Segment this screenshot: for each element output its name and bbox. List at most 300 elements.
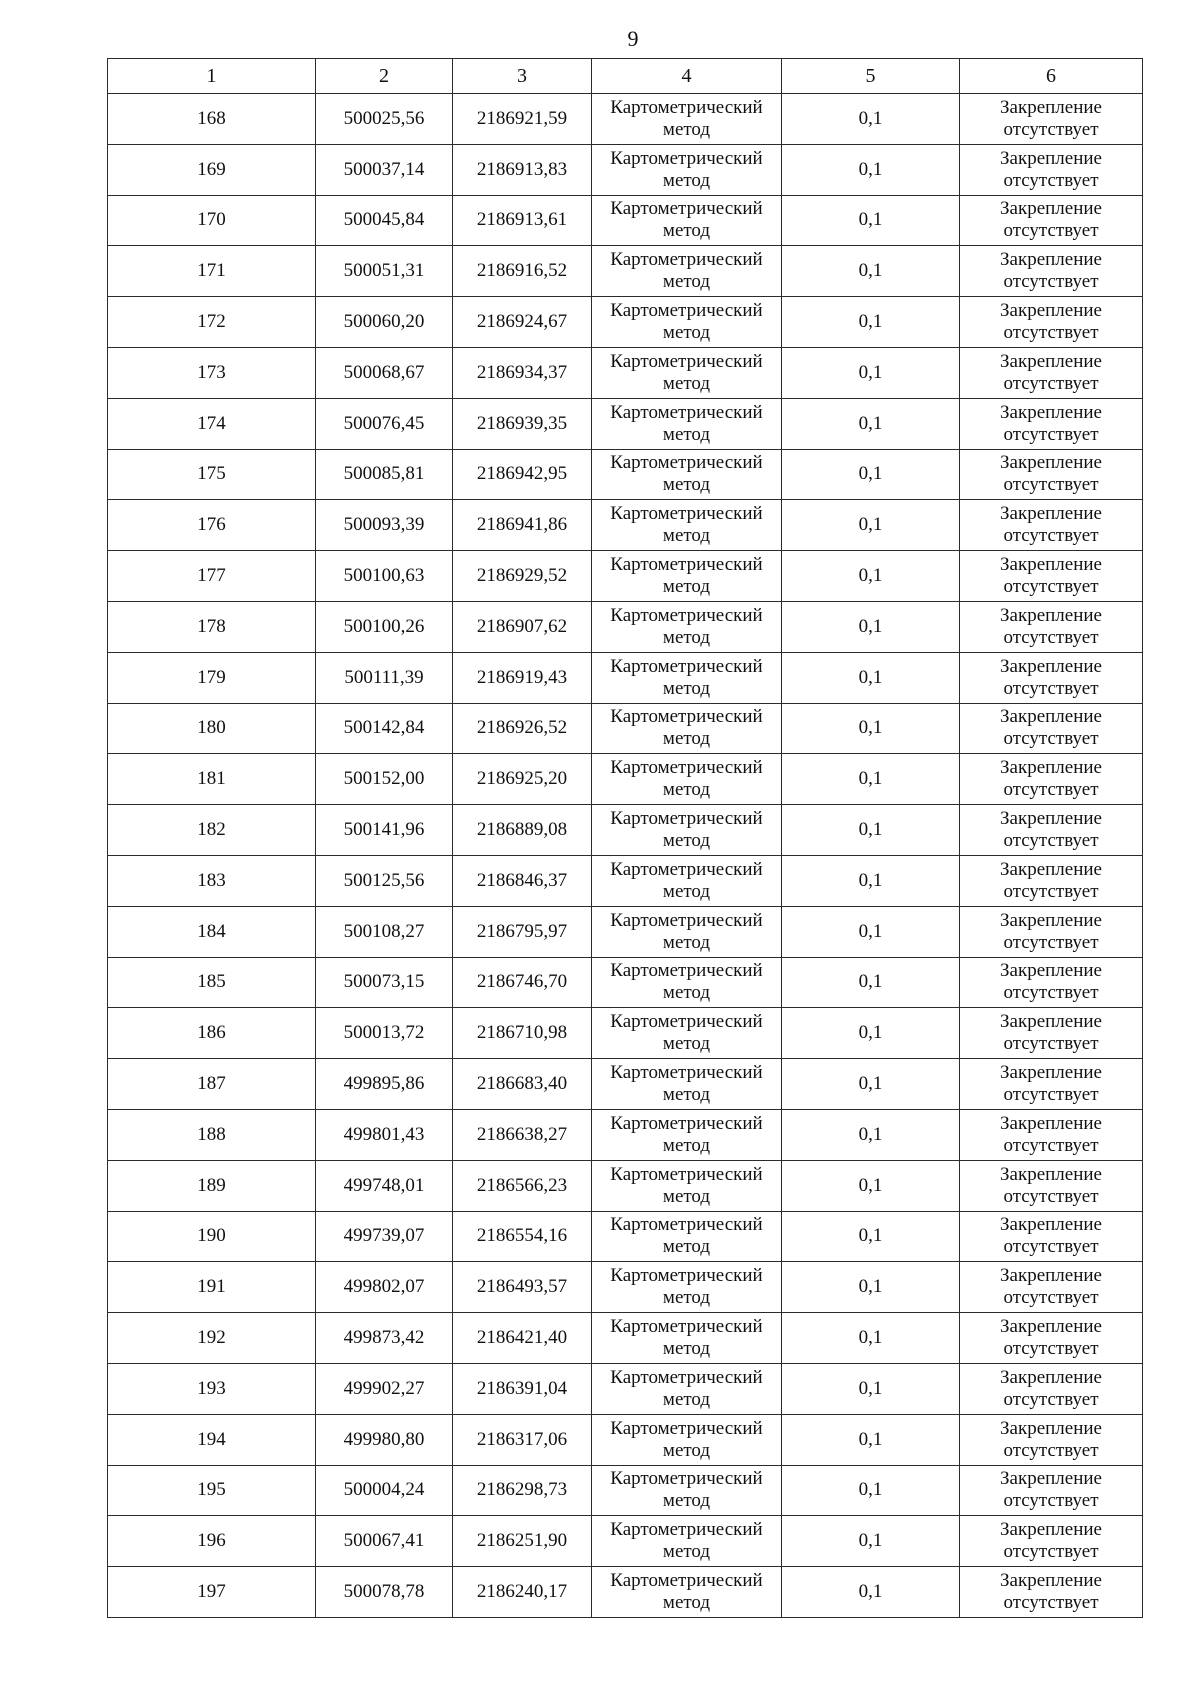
method-cell — [592, 398, 782, 449]
method-line-2: метод — [662, 1439, 711, 1461]
x-coordinate-cell: 500100,26 — [316, 601, 453, 652]
method-line-1: Картометрический — [610, 1112, 763, 1134]
method-cell — [592, 906, 782, 957]
y-coordinate-cell: 2186913,61 — [453, 195, 592, 246]
method-line-2: метод — [662, 118, 711, 140]
accuracy-cell: 0,1 — [782, 297, 960, 348]
point-number-cell: 182 — [108, 805, 316, 856]
y-coordinate-cell: 2186421,40 — [453, 1313, 592, 1364]
x-coordinate-cell: 499980,80 — [316, 1414, 453, 1465]
y-coordinate-cell: 2186638,27 — [453, 1109, 592, 1160]
method-cell — [592, 601, 782, 652]
accuracy-cell: 0,1 — [782, 246, 960, 297]
method-cell — [592, 1109, 782, 1160]
method-line-2: метод — [662, 220, 711, 242]
method-cell — [592, 1008, 782, 1059]
column-header: 3 — [453, 59, 592, 94]
fixation-line-1: Закрепление — [1000, 401, 1102, 423]
fixation-line-1: Закрепление — [1000, 1519, 1102, 1541]
fixation-line-1: Закрепление — [1000, 300, 1102, 322]
accuracy-cell: 0,1 — [782, 449, 960, 500]
y-coordinate-cell: 2186941,86 — [453, 500, 592, 551]
method-cell — [592, 1363, 782, 1414]
accuracy-cell: 0,1 — [782, 1313, 960, 1364]
x-coordinate-cell: 500108,27 — [316, 906, 453, 957]
column-header: 5 — [782, 59, 960, 94]
point-number-cell: 181 — [108, 754, 316, 805]
accuracy-cell: 0,1 — [782, 1211, 960, 1262]
table-row — [108, 957, 1143, 1008]
fixation-line-1: Закрепление — [1000, 1214, 1102, 1236]
method-cell — [592, 144, 782, 195]
method-cell — [592, 754, 782, 805]
fixation-cell — [960, 246, 1143, 297]
fixation-line-1: Закрепление — [1000, 706, 1102, 728]
accuracy-cell: 0,1 — [782, 652, 960, 703]
fixation-cell — [960, 1008, 1143, 1059]
accuracy-cell: 0,1 — [782, 1363, 960, 1414]
method-line-2: метод — [662, 1388, 711, 1410]
method-line-2: метод — [662, 271, 711, 293]
point-number-cell: 187 — [108, 1059, 316, 1110]
point-number-cell: 177 — [108, 551, 316, 602]
fixation-line-2: отсутствует — [1003, 1287, 1099, 1309]
method-line-1: Картометрический — [610, 401, 763, 423]
x-coordinate-cell: 499739,07 — [316, 1211, 453, 1262]
method-line-2: метод — [662, 1084, 711, 1106]
method-line-1: Картометрический — [610, 757, 763, 779]
y-coordinate-cell: 2186240,17 — [453, 1567, 592, 1618]
method-cell — [592, 449, 782, 500]
accuracy-cell: 0,1 — [782, 94, 960, 145]
fixation-cell — [960, 754, 1143, 805]
method-line-2: метод — [662, 474, 711, 496]
fixation-cell — [960, 500, 1143, 551]
method-line-2: метод — [662, 830, 711, 852]
method-line-2: метод — [662, 677, 711, 699]
point-number-cell: 169 — [108, 144, 316, 195]
method-cell — [592, 551, 782, 602]
point-number-cell: 197 — [108, 1567, 316, 1618]
fixation-line-2: отсутствует — [1003, 1134, 1099, 1156]
fixation-line-2: отсутствует — [1003, 1338, 1099, 1360]
y-coordinate-cell: 2186926,52 — [453, 703, 592, 754]
y-coordinate-cell: 2186710,98 — [453, 1008, 592, 1059]
point-number-cell: 192 — [108, 1313, 316, 1364]
method-line-1: Картометрический — [610, 1214, 763, 1236]
point-number-cell: 178 — [108, 601, 316, 652]
method-line-1: Картометрический — [610, 909, 763, 931]
x-coordinate-cell: 500085,81 — [316, 449, 453, 500]
fixation-line-2: отсутствует — [1003, 271, 1099, 293]
fixation-line-2: отсутствует — [1003, 728, 1099, 750]
fixation-line-2: отсутствует — [1003, 982, 1099, 1004]
fixation-line-1: Закрепление — [1000, 1265, 1102, 1287]
method-line-1: Картометрический — [610, 1163, 763, 1185]
accuracy-cell: 0,1 — [782, 1567, 960, 1618]
table-row — [108, 297, 1143, 348]
fixation-line-1: Закрепление — [1000, 808, 1102, 830]
table-header-row — [108, 59, 1143, 94]
point-number-cell: 196 — [108, 1516, 316, 1567]
method-cell — [592, 297, 782, 348]
fixation-line-1: Закрепление — [1000, 1112, 1102, 1134]
x-coordinate-cell: 500125,56 — [316, 855, 453, 906]
table-row — [108, 1414, 1143, 1465]
fixation-line-2: отсутствует — [1003, 474, 1099, 496]
method-line-2: метод — [662, 982, 711, 1004]
fixation-line-1: Закрепление — [1000, 1366, 1102, 1388]
y-coordinate-cell: 2186939,35 — [453, 398, 592, 449]
table-row — [108, 347, 1143, 398]
method-line-1: Картометрический — [610, 554, 763, 576]
point-number-cell: 189 — [108, 1160, 316, 1211]
point-number-cell: 191 — [108, 1262, 316, 1313]
table-row — [108, 94, 1143, 145]
y-coordinate-cell: 2186746,70 — [453, 957, 592, 1008]
table-row — [108, 652, 1143, 703]
fixation-line-2: отсутствует — [1003, 1388, 1099, 1410]
x-coordinate-cell: 500004,24 — [316, 1465, 453, 1516]
fixation-cell — [960, 703, 1143, 754]
x-coordinate-cell: 500045,84 — [316, 195, 453, 246]
column-header: 6 — [960, 59, 1143, 94]
y-coordinate-cell: 2186391,04 — [453, 1363, 592, 1414]
table-row — [108, 906, 1143, 957]
fixation-cell — [960, 906, 1143, 957]
fixation-line-1: Закрепление — [1000, 960, 1102, 982]
accuracy-cell: 0,1 — [782, 805, 960, 856]
fixation-cell — [960, 1363, 1143, 1414]
method-cell — [592, 652, 782, 703]
method-line-1: Картометрический — [610, 1417, 763, 1439]
method-line-2: метод — [662, 728, 711, 750]
method-line-2: метод — [662, 372, 711, 394]
x-coordinate-cell: 500037,14 — [316, 144, 453, 195]
table-row — [108, 449, 1143, 500]
method-line-2: метод — [662, 880, 711, 902]
method-line-2: метод — [662, 779, 711, 801]
y-coordinate-cell: 2186921,59 — [453, 94, 592, 145]
fixation-line-1: Закрепление — [1000, 604, 1102, 626]
x-coordinate-cell: 500142,84 — [316, 703, 453, 754]
method-line-2: метод — [662, 626, 711, 648]
method-line-1: Картометрический — [610, 452, 763, 474]
coordinates-table — [107, 58, 1143, 1618]
table-row — [108, 551, 1143, 602]
fixation-cell — [960, 1059, 1143, 1110]
x-coordinate-cell: 500152,00 — [316, 754, 453, 805]
fixation-line-2: отсутствует — [1003, 830, 1099, 852]
point-number-cell: 174 — [108, 398, 316, 449]
x-coordinate-cell: 500141,96 — [316, 805, 453, 856]
accuracy-cell: 0,1 — [782, 855, 960, 906]
method-line-1: Картометрический — [610, 1570, 763, 1591]
method-line-2: метод — [662, 931, 711, 953]
x-coordinate-cell: 500078,78 — [316, 1567, 453, 1618]
accuracy-cell: 0,1 — [782, 703, 960, 754]
y-coordinate-cell: 2186929,52 — [453, 551, 592, 602]
y-coordinate-cell: 2186934,37 — [453, 347, 592, 398]
x-coordinate-cell: 500013,72 — [316, 1008, 453, 1059]
fixation-line-2: отсутствует — [1003, 779, 1099, 801]
fixation-cell — [960, 449, 1143, 500]
method-line-2: метод — [662, 1541, 711, 1563]
fixation-cell — [960, 1313, 1143, 1364]
method-line-1: Картометрический — [610, 706, 763, 728]
fixation-cell — [960, 398, 1143, 449]
method-line-1: Картометрический — [610, 1519, 763, 1541]
fixation-line-2: отсутствует — [1003, 880, 1099, 902]
fixation-cell — [960, 805, 1143, 856]
method-line-1: Картометрический — [610, 249, 763, 271]
table-row — [108, 1109, 1143, 1160]
method-cell — [592, 500, 782, 551]
fixation-line-2: отсутствует — [1003, 1490, 1099, 1512]
fixation-line-2: отсутствует — [1003, 1084, 1099, 1106]
method-line-1: Картометрический — [610, 1316, 763, 1338]
method-cell — [592, 1465, 782, 1516]
accuracy-cell: 0,1 — [782, 906, 960, 957]
y-coordinate-cell: 2186298,73 — [453, 1465, 592, 1516]
fixation-line-2: отсутствует — [1003, 423, 1099, 445]
point-number-cell: 184 — [108, 906, 316, 957]
accuracy-cell: 0,1 — [782, 1008, 960, 1059]
fixation-line-2: отсутствует — [1003, 220, 1099, 242]
method-line-1: Картометрический — [610, 1011, 763, 1033]
method-cell — [592, 1059, 782, 1110]
page-number: 9 — [627, 26, 639, 51]
table-row — [108, 144, 1143, 195]
fixation-line-1: Закрепление — [1000, 757, 1102, 779]
fixation-line-1: Закрепление — [1000, 1062, 1102, 1084]
fixation-line-1: Закрепление — [1000, 198, 1102, 220]
method-cell — [592, 1160, 782, 1211]
accuracy-cell: 0,1 — [782, 398, 960, 449]
fixation-cell — [960, 195, 1143, 246]
y-coordinate-cell: 2186683,40 — [453, 1059, 592, 1110]
x-coordinate-cell: 500068,67 — [316, 347, 453, 398]
fixation-cell — [960, 1414, 1143, 1465]
method-line-1: Картометрический — [610, 1265, 763, 1287]
point-number-cell: 170 — [108, 195, 316, 246]
fixation-line-2: отсутствует — [1003, 1033, 1099, 1055]
method-line-1: Картометрический — [610, 1062, 763, 1084]
point-number-cell: 185 — [108, 957, 316, 1008]
method-cell — [592, 1414, 782, 1465]
method-cell — [592, 855, 782, 906]
x-coordinate-cell: 500111,39 — [316, 652, 453, 703]
table-row — [108, 1516, 1143, 1567]
table-row — [108, 1059, 1143, 1110]
column-header: 4 — [592, 59, 782, 94]
fixation-cell — [960, 1211, 1143, 1262]
method-line-2: метод — [662, 1338, 711, 1360]
table-row — [108, 1008, 1143, 1059]
fixation-line-2: отсутствует — [1003, 931, 1099, 953]
method-line-2: метод — [662, 1287, 711, 1309]
point-number-cell: 193 — [108, 1363, 316, 1414]
method-cell — [592, 805, 782, 856]
method-line-1: Картометрический — [610, 198, 763, 220]
method-cell — [592, 1567, 782, 1618]
method-line-2: метод — [662, 1236, 711, 1258]
method-line-1: Картометрический — [610, 1468, 763, 1490]
fixation-line-1: Закрепление — [1000, 96, 1102, 118]
accuracy-cell: 0,1 — [782, 551, 960, 602]
fixation-cell — [960, 551, 1143, 602]
fixation-line-1: Закрепление — [1000, 1011, 1102, 1033]
x-coordinate-cell: 500100,63 — [316, 551, 453, 602]
method-cell — [592, 1313, 782, 1364]
accuracy-cell: 0,1 — [782, 500, 960, 551]
point-number-cell: 171 — [108, 246, 316, 297]
method-cell — [592, 1262, 782, 1313]
method-line-1: Картометрический — [610, 604, 763, 626]
method-line-2: метод — [662, 1490, 711, 1512]
point-number-cell: 176 — [108, 500, 316, 551]
fixation-line-1: Закрепление — [1000, 1570, 1102, 1591]
method-line-2: метод — [662, 1134, 711, 1156]
x-coordinate-cell: 499802,07 — [316, 1262, 453, 1313]
x-coordinate-cell: 500093,39 — [316, 500, 453, 551]
fixation-cell — [960, 94, 1143, 145]
method-line-2: метод — [662, 576, 711, 598]
table-row — [108, 855, 1143, 906]
method-line-1: Картометрический — [610, 147, 763, 169]
table-row — [108, 246, 1143, 297]
fixation-cell — [960, 1465, 1143, 1516]
table-row — [108, 398, 1143, 449]
fixation-line-1: Закрепление — [1000, 858, 1102, 880]
table-row — [108, 1211, 1143, 1262]
method-cell — [592, 1516, 782, 1567]
fixation-line-2: отсутствует — [1003, 1185, 1099, 1207]
fixation-line-1: Закрепление — [1000, 147, 1102, 169]
method-line-1: Картометрический — [610, 350, 763, 372]
fixation-line-2: отсутствует — [1003, 118, 1099, 140]
fixation-cell — [960, 297, 1143, 348]
method-line-1: Картометрический — [610, 300, 763, 322]
point-number-cell: 172 — [108, 297, 316, 348]
accuracy-cell: 0,1 — [782, 1262, 960, 1313]
fixation-cell — [960, 601, 1143, 652]
y-coordinate-cell: 2186251,90 — [453, 1516, 592, 1567]
fixation-cell — [960, 652, 1143, 703]
method-line-1: Картометрический — [610, 503, 763, 525]
accuracy-cell: 0,1 — [782, 1109, 960, 1160]
method-cell — [592, 957, 782, 1008]
fixation-line-2: отсутствует — [1003, 1541, 1099, 1563]
fixation-line-1: Закрепление — [1000, 554, 1102, 576]
fixation-cell — [960, 1109, 1143, 1160]
x-coordinate-cell: 499873,42 — [316, 1313, 453, 1364]
table-row — [108, 1313, 1143, 1364]
table-body — [108, 94, 1143, 1618]
method-line-1: Картометрический — [610, 96, 763, 118]
x-coordinate-cell: 500076,45 — [316, 398, 453, 449]
fixation-line-2: отсутствует — [1003, 372, 1099, 394]
fixation-line-2: отсутствует — [1003, 1592, 1099, 1613]
x-coordinate-cell: 499801,43 — [316, 1109, 453, 1160]
table-row — [108, 195, 1143, 246]
fixation-line-1: Закрепление — [1000, 1417, 1102, 1439]
x-coordinate-cell: 499902,27 — [316, 1363, 453, 1414]
table-row — [108, 500, 1143, 551]
y-coordinate-cell: 2186907,62 — [453, 601, 592, 652]
fixation-cell — [960, 1262, 1143, 1313]
method-line-2: метод — [662, 169, 711, 191]
y-coordinate-cell: 2186317,06 — [453, 1414, 592, 1465]
table-row — [108, 1363, 1143, 1414]
point-number-cell: 194 — [108, 1414, 316, 1465]
method-line-2: метод — [662, 322, 711, 344]
fixation-line-2: отсутствует — [1003, 169, 1099, 191]
x-coordinate-cell: 499895,86 — [316, 1059, 453, 1110]
fixation-cell — [960, 957, 1143, 1008]
method-line-1: Картометрический — [610, 655, 763, 677]
method-line-1: Картометрический — [610, 808, 763, 830]
method-line-2: метод — [662, 525, 711, 547]
method-cell — [592, 246, 782, 297]
accuracy-cell: 0,1 — [782, 347, 960, 398]
fixation-cell — [960, 855, 1143, 906]
fixation-line-2: отсутствует — [1003, 626, 1099, 648]
point-number-cell: 180 — [108, 703, 316, 754]
table-row — [108, 754, 1143, 805]
fixation-line-2: отсутствует — [1003, 525, 1099, 547]
y-coordinate-cell: 2186889,08 — [453, 805, 592, 856]
method-cell — [592, 94, 782, 145]
method-cell — [592, 703, 782, 754]
accuracy-cell: 0,1 — [782, 1414, 960, 1465]
accuracy-cell: 0,1 — [782, 144, 960, 195]
x-coordinate-cell: 500060,20 — [316, 297, 453, 348]
point-number-cell: 179 — [108, 652, 316, 703]
fixation-line-2: отсутствует — [1003, 677, 1099, 699]
method-cell — [592, 195, 782, 246]
y-coordinate-cell: 2186916,52 — [453, 246, 592, 297]
y-coordinate-cell: 2186925,20 — [453, 754, 592, 805]
accuracy-cell: 0,1 — [782, 1059, 960, 1110]
method-line-1: Картометрический — [610, 858, 763, 880]
fixation-line-2: отсутствует — [1003, 322, 1099, 344]
accuracy-cell: 0,1 — [782, 754, 960, 805]
point-number-cell: 188 — [108, 1109, 316, 1160]
point-number-cell: 186 — [108, 1008, 316, 1059]
x-coordinate-cell: 500025,56 — [316, 94, 453, 145]
y-coordinate-cell: 2186846,37 — [453, 855, 592, 906]
fixation-line-1: Закрепление — [1000, 503, 1102, 525]
x-coordinate-cell: 500051,31 — [316, 246, 453, 297]
fixation-cell — [960, 144, 1143, 195]
method-line-2: метод — [662, 1592, 711, 1613]
fixation-cell — [960, 1567, 1143, 1618]
fixation-cell — [960, 1516, 1143, 1567]
fixation-line-1: Закрепление — [1000, 350, 1102, 372]
method-cell — [592, 1211, 782, 1262]
method-line-1: Картометрический — [610, 960, 763, 982]
accuracy-cell: 0,1 — [782, 1516, 960, 1567]
table-row — [108, 1262, 1143, 1313]
fixation-cell — [960, 347, 1143, 398]
fixation-line-1: Закрепление — [1000, 1316, 1102, 1338]
method-line-2: метод — [662, 423, 711, 445]
fixation-line-1: Закрепление — [1000, 655, 1102, 677]
fixation-line-1: Закрепление — [1000, 1163, 1102, 1185]
fixation-line-2: отсутствует — [1003, 1439, 1099, 1461]
x-coordinate-cell: 499748,01 — [316, 1160, 453, 1211]
